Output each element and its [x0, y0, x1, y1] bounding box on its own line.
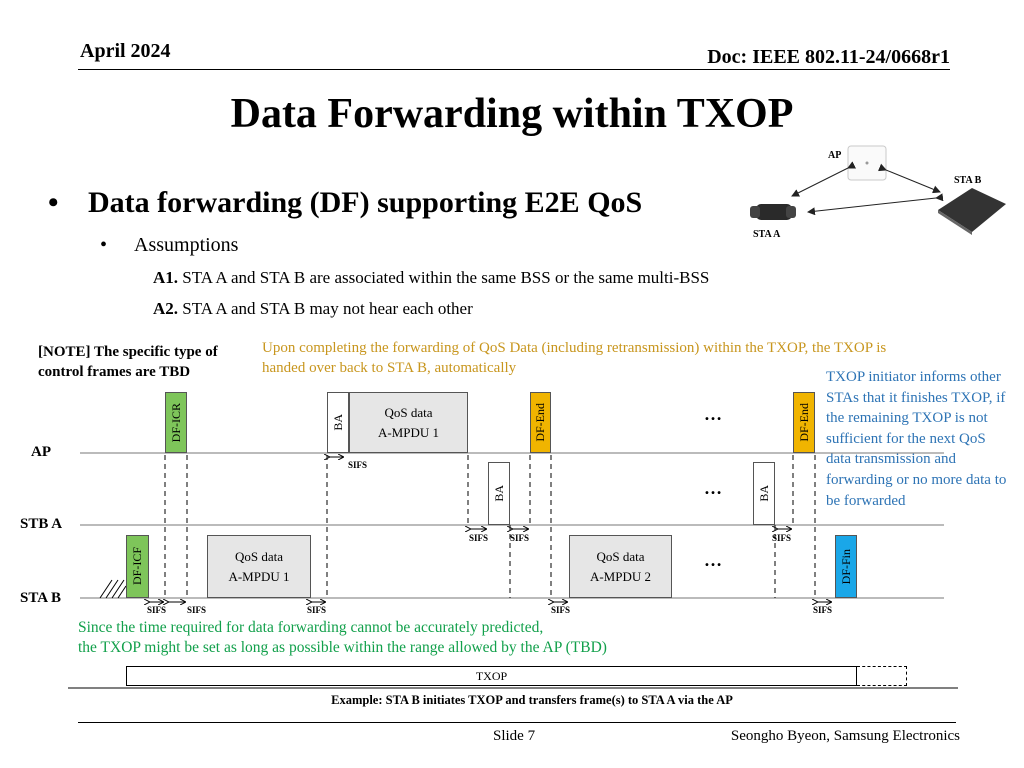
footer-divider — [78, 722, 956, 723]
backoff-hatch — [100, 580, 126, 598]
row-label-sta-a: STB A — [20, 516, 63, 532]
qos-data-sta-b-ampdu1 — [207, 535, 311, 598]
header-doc-id: Doc: IEEE 802.11-24/0668r1 — [707, 46, 950, 68]
df-end-label: DF-End — [796, 403, 811, 442]
df-icr-frame — [165, 392, 187, 453]
topology-ap-label: AP — [828, 150, 842, 161]
df-fin-frame — [835, 535, 857, 598]
assumption-tag: A1. — [153, 268, 179, 287]
slide-number: Slide 7 — [493, 728, 536, 744]
sifs-label: SIFS — [510, 533, 530, 543]
slide-title: Data Forwarding within TXOP — [230, 91, 794, 137]
ellipsis-sta-b: … — [704, 550, 722, 570]
txop-bar — [126, 666, 857, 686]
txop-extension-dashed — [857, 666, 907, 686]
sifs-label: SIFS — [551, 605, 571, 615]
ba-frame-ap-1 — [327, 392, 349, 453]
df-end-frame-2 — [793, 392, 815, 453]
sifs-label: SIFS — [469, 533, 489, 543]
df-fin-label: DF-Fin — [838, 548, 853, 585]
main-bullet: • Data forwarding (DF) supporting E2E QoS — [48, 186, 643, 219]
txop-duration-note-line: Since the time required for data forwarding cannot be accurately predicted, — [78, 619, 544, 636]
topology-sta-a-label: STA A — [753, 229, 781, 240]
qos-data-label: QoS data — [596, 548, 645, 564]
example-caption: Example: STA B initiates TXOP and transfers frame(s) to STA A via the AP — [331, 693, 733, 707]
txop-finish-note: TXOP initiator informs other STAs that it finishes TXOP, if the remaining TXOP is not sufficient for the next QoS data transmission and forwarding or no more data to be forwarded — [826, 369, 1007, 509]
df-icf-frame — [126, 535, 149, 598]
author: Seongho Byeon, Samsung Electronics — [730, 728, 960, 744]
note-text: [NOTE] The specific type of control frames are TBD — [38, 344, 218, 380]
ampdu-label: A-MPDU 1 — [228, 568, 290, 584]
sifs-label: SIFS — [307, 605, 327, 615]
sifs-label: SIFS — [813, 605, 833, 615]
sub-bullet-text: Assumptions — [134, 234, 239, 256]
ba-label: BA — [491, 485, 506, 502]
txop-handover-note: Upon completing the forwarding of QoS Data (including retransmission) within the TXOP, the TXOP is handed over back to STA B, automatically — [262, 340, 887, 376]
assumption-text: STA A and STA B may not hear each other — [182, 299, 473, 318]
txop-duration-note — [78, 618, 778, 658]
sifs-label: SIFS — [348, 460, 368, 470]
txop-duration-note-line: the TXOP might be set as long as possible within the range allowed by the AP (TBD) — [78, 639, 607, 656]
df-end-label: DF-End — [533, 403, 547, 442]
ba-label: BA — [756, 485, 771, 502]
qos-data-ap-ampdu1 — [349, 392, 468, 453]
sifs-label: SIFS — [187, 605, 207, 615]
df-icf-label: DF-ICF — [130, 547, 144, 586]
row-label-ap: AP — [31, 444, 51, 460]
assumption-tag: A2. — [153, 299, 179, 318]
header-date: April 2024 — [80, 40, 171, 62]
main-bullet-text: Data forwarding (DF) supporting E2E QoS — [88, 186, 643, 219]
ampdu-label: A-MPDU 2 — [589, 568, 652, 584]
sub-bullet: • Assumptions — [100, 234, 239, 256]
topology-sta-b-label: STA B — [954, 175, 982, 186]
sifs-label: SIFS — [147, 605, 167, 615]
ellipsis-ap: … — [704, 404, 722, 424]
assumption-text: STA A and STA B are associated within the same BSS or the same multi-BSS — [182, 268, 710, 287]
df-icr-label: DF-ICR — [168, 402, 183, 443]
sifs-label: SIFS — [772, 533, 792, 543]
ampdu-label: A-MPDU 1 — [377, 424, 440, 440]
row-label-sta-b: STA B — [20, 590, 61, 606]
ba-label: BA — [330, 414, 345, 431]
qos-data-label: QoS data — [384, 404, 433, 420]
qos-data-sta-b-ampdu2 — [569, 535, 672, 598]
ba-frame-sta-a-1 — [488, 462, 510, 525]
txop-label: TXOP — [475, 668, 508, 683]
ba-frame-sta-a-2 — [753, 462, 775, 525]
ellipsis-sta-a: … — [704, 478, 722, 498]
qos-data-label: QoS data — [234, 548, 283, 564]
df-end-frame-1 — [530, 392, 551, 453]
